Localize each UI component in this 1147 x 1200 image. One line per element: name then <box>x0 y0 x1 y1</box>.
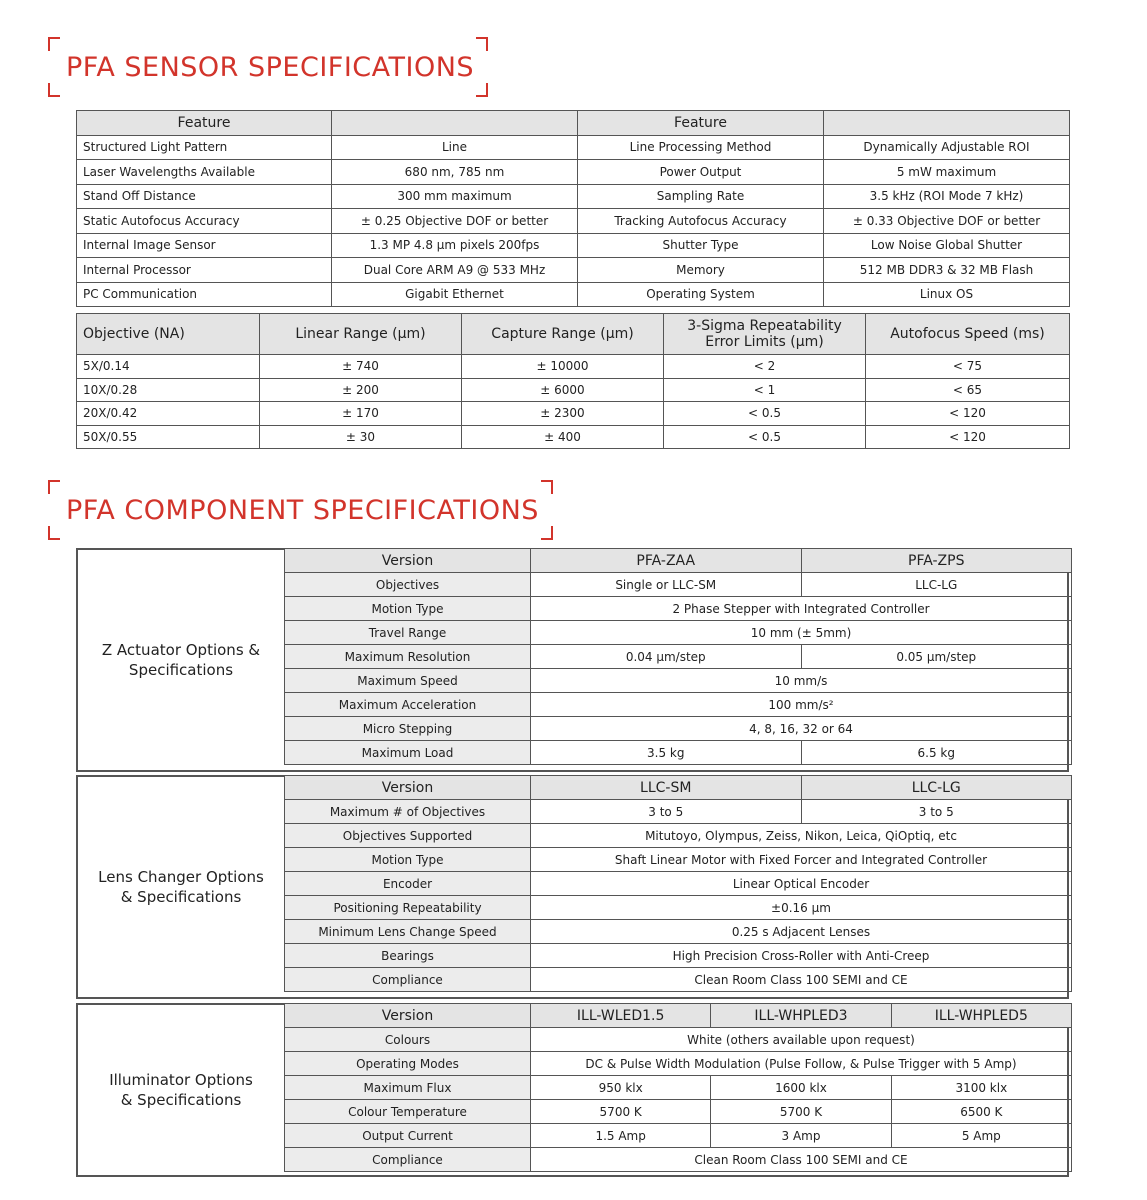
table-row <box>285 872 1072 896</box>
table-row <box>285 1148 1072 1172</box>
spec-name-cell: Compliance <box>285 968 531 992</box>
sensor-cell: Power Output <box>578 160 824 185</box>
table-row <box>77 355 1070 379</box>
sensor-header-cell: Feature <box>578 111 824 136</box>
objective-cell: < 0.5 <box>664 425 866 449</box>
model-header: ILL-WHPLED5 <box>891 1004 1071 1028</box>
table-row <box>77 282 1070 307</box>
objective-cell: ± 740 <box>260 355 462 379</box>
sensor-header-cell <box>332 111 578 136</box>
spec-value-cell: 5 Amp <box>891 1124 1071 1148</box>
version-header: Version <box>285 549 531 573</box>
objective-cell: ± 200 <box>260 378 462 402</box>
objective-cell: ± 6000 <box>462 378 664 402</box>
table-row <box>285 1076 1072 1100</box>
sensor-cell: Stand Off Distance <box>77 184 332 209</box>
sensor-cell: Laser Wavelengths Available <box>77 160 332 185</box>
spec-name-cell: Bearings <box>285 944 531 968</box>
objective-cell: 50X/0.55 <box>77 425 260 449</box>
table-row <box>285 824 1072 848</box>
spec-value-cell: 1600 klx <box>711 1076 891 1100</box>
spec-name-cell: Maximum Resolution <box>285 645 531 669</box>
objective-cell: < 0.5 <box>664 402 866 426</box>
spec-value-cell: 3100 klx <box>891 1076 1071 1100</box>
spec-value-cell: Single or LLC-SM <box>531 573 802 597</box>
table-header-row <box>285 549 1072 573</box>
spec-value-cell: 0.25 s Adjacent Lenses <box>531 920 1072 944</box>
spec-value-cell: Clean Room Class 100 SEMI and CE <box>531 1148 1072 1172</box>
table-row <box>285 693 1072 717</box>
objective-header-cell: Capture Range (µm) <box>462 314 664 355</box>
spec-name-cell: Colour Temperature <box>285 1100 531 1124</box>
table-row <box>285 920 1072 944</box>
objective-header-cell: Linear Range (µm) <box>260 314 462 355</box>
model-header: PFA-ZPS <box>801 549 1072 573</box>
spec-name-cell: Output Current <box>285 1124 531 1148</box>
lens-changer-table <box>284 775 1072 992</box>
spec-value-cell: 4, 8, 16, 32 or 64 <box>531 717 1072 741</box>
sensor-header-cell <box>824 111 1070 136</box>
objective-cell: ± 30 <box>260 425 462 449</box>
table-row <box>285 944 1072 968</box>
objective-cell: ± 170 <box>260 402 462 426</box>
spec-value-cell: ±0.16 µm <box>531 896 1072 920</box>
sensor-cell: PC Communication <box>77 282 332 307</box>
spec-name-cell: Operating Modes <box>285 1052 531 1076</box>
model-header: ILL-WHPLED3 <box>711 1004 891 1028</box>
spec-value-cell: Linear Optical Encoder <box>531 872 1072 896</box>
objective-header-cell: Autofocus Speed (ms) <box>866 314 1070 355</box>
spec-value-cell: Shaft Linear Motor with Fixed Forcer and Integrated Controller <box>531 848 1072 872</box>
table-row <box>77 135 1070 160</box>
objective-cell: 10X/0.28 <box>77 378 260 402</box>
model-header: LLC-LG <box>801 776 1072 800</box>
sensor-cell: Linux OS <box>824 282 1070 307</box>
table-row <box>285 1052 1072 1076</box>
spec-value-cell: 950 klx <box>531 1076 711 1100</box>
spec-name-cell: Positioning Repeatability <box>285 896 531 920</box>
table-row <box>285 800 1072 824</box>
sensor-cell: 300 mm maximum <box>332 184 578 209</box>
table-row <box>285 1028 1072 1052</box>
objective-cell: ± 400 <box>462 425 664 449</box>
objective-cell: 20X/0.42 <box>77 402 260 426</box>
objective-spec-table <box>76 313 1070 449</box>
spec-name-cell: Maximum Flux <box>285 1076 531 1100</box>
sensor-cell: Internal Image Sensor <box>77 233 332 258</box>
spec-value-cell: 10 mm/s <box>531 669 1072 693</box>
sensor-cell: Tracking Autofocus Accuracy <box>578 209 824 234</box>
sensor-cell: 1.3 MP 4.8 µm pixels 200fps <box>332 233 578 258</box>
table-header-row <box>285 776 1072 800</box>
table-row <box>285 645 1072 669</box>
sensor-spec-table <box>76 110 1070 307</box>
table-row <box>285 1124 1072 1148</box>
sensor-cell: 512 MB DDR3 & 32 MB Flash <box>824 258 1070 283</box>
spec-name-cell: Encoder <box>285 872 531 896</box>
objective-cell: < 65 <box>866 378 1070 402</box>
illuminator-label: Illuminator Options & Specifications <box>109 1071 253 1109</box>
table-row <box>285 573 1072 597</box>
sensor-cell: Low Noise Global Shutter <box>824 233 1070 258</box>
spec-value-cell: 2 Phase Stepper with Integrated Controller <box>531 597 1072 621</box>
objective-cell: < 2 <box>664 355 866 379</box>
objective-cell: < 75 <box>866 355 1070 379</box>
spec-value-cell: 10 mm (± 5mm) <box>531 621 1072 645</box>
z-actuator-label: Z Actuator Options & Specifications <box>101 641 261 679</box>
table-row <box>285 968 1072 992</box>
spec-value-cell: Clean Room Class 100 SEMI and CE <box>531 968 1072 992</box>
sensor-cell: ± 0.33 Objective DOF or better <box>824 209 1070 234</box>
table-row <box>77 160 1070 185</box>
spec-value-cell: Mitutoyo, Olympus, Zeiss, Nikon, Leica, QiOptiq, etc <box>531 824 1072 848</box>
objective-cell: < 120 <box>866 425 1070 449</box>
objective-cell: ± 2300 <box>462 402 664 426</box>
table-row <box>285 896 1072 920</box>
spec-name-cell: Compliance <box>285 1148 531 1172</box>
sensor-cell: Sampling Rate <box>578 184 824 209</box>
spec-name-cell: Motion Type <box>285 597 531 621</box>
table-row <box>77 378 1070 402</box>
table-row <box>285 621 1072 645</box>
table-row <box>77 233 1070 258</box>
spec-value-cell: 0.04 µm/step <box>531 645 802 669</box>
table-row <box>285 1100 1072 1124</box>
spec-value-cell: DC & Pulse Width Modulation (Pulse Follow, & Pulse Trigger with 5 Amp) <box>531 1052 1072 1076</box>
objective-header-cell: Objective (NA) <box>77 314 260 355</box>
sensor-cell: ± 0.25 Objective DOF or better <box>332 209 578 234</box>
spec-value-cell: 3 Amp <box>711 1124 891 1148</box>
spec-value-cell: White (others available upon request) <box>531 1028 1072 1052</box>
spec-name-cell: Travel Range <box>285 621 531 645</box>
table-row <box>285 848 1072 872</box>
model-header: PFA-ZAA <box>531 549 802 573</box>
spec-name-cell: Motion Type <box>285 848 531 872</box>
spec-value-cell: 1.5 Amp <box>531 1124 711 1148</box>
table-row <box>77 402 1070 426</box>
z-actuator-section <box>76 548 1069 772</box>
sensor-cell: 5 mW maximum <box>824 160 1070 185</box>
table-row <box>285 741 1072 765</box>
spec-name-cell: Minimum Lens Change Speed <box>285 920 531 944</box>
table-row <box>285 717 1072 741</box>
objective-header-cell: 3-Sigma Repeatability Error Limits (µm) <box>664 314 866 355</box>
table-row <box>285 669 1072 693</box>
spec-name-cell: Maximum Speed <box>285 669 531 693</box>
spec-value-cell: 3 to 5 <box>801 800 1072 824</box>
spec-value-cell: 6500 K <box>891 1100 1071 1124</box>
spec-value-cell: 5700 K <box>711 1100 891 1124</box>
sensor-cell: Structured Light Pattern <box>77 135 332 160</box>
spec-name-cell: Maximum # of Objectives <box>285 800 531 824</box>
spec-name-cell: Colours <box>285 1028 531 1052</box>
spec-name-cell: Maximum Load <box>285 741 531 765</box>
table-header-row <box>285 1004 1072 1028</box>
objective-cell: < 1 <box>664 378 866 402</box>
objective-cell: < 120 <box>866 402 1070 426</box>
sensor-cell: Operating System <box>578 282 824 307</box>
sensor-cell: Shutter Type <box>578 233 824 258</box>
sensor-title: PFA SENSOR SPECIFICATIONS <box>66 51 475 83</box>
sensor-cell: Internal Processor <box>77 258 332 283</box>
spec-value-cell: 0.05 µm/step <box>801 645 1072 669</box>
component-title: PFA COMPONENT SPECIFICATIONS <box>66 494 539 526</box>
spec-name-cell: Objectives Supported <box>285 824 531 848</box>
spec-value-cell: 3.5 kg <box>531 741 802 765</box>
model-header: LLC-SM <box>531 776 802 800</box>
spec-name-cell: Micro Stepping <box>285 717 531 741</box>
sensor-cell: 3.5 kHz (ROI Mode 7 kHz) <box>824 184 1070 209</box>
version-header: Version <box>285 776 531 800</box>
sensor-cell: Static Autofocus Accuracy <box>77 209 332 234</box>
version-header: Version <box>285 1004 531 1028</box>
table-row <box>77 258 1070 283</box>
objective-cell: ± 10000 <box>462 355 664 379</box>
spec-value-cell: High Precision Cross-Roller with Anti-Creep <box>531 944 1072 968</box>
sensor-heading <box>48 37 488 97</box>
table-row <box>77 209 1070 234</box>
table-row <box>77 425 1070 449</box>
table-row <box>77 184 1070 209</box>
sensor-cell: Line <box>332 135 578 160</box>
sensor-cell: Line Processing Method <box>578 135 824 160</box>
spec-value-cell: 100 mm/s² <box>531 693 1072 717</box>
spec-value-cell: 5700 K <box>531 1100 711 1124</box>
sensor-cell: Dynamically Adjustable ROI <box>824 135 1070 160</box>
objective-cell: 5X/0.14 <box>77 355 260 379</box>
sensor-header-cell: Feature <box>77 111 332 136</box>
model-header: ILL-WLED1.5 <box>531 1004 711 1028</box>
component-heading <box>48 480 553 540</box>
spec-value-cell: LLC-LG <box>801 573 1072 597</box>
lens-changer-label: Lens Changer Options & Specifications <box>98 868 264 906</box>
spec-name-cell: Objectives <box>285 573 531 597</box>
spec-name-cell: Maximum Acceleration <box>285 693 531 717</box>
illuminator-section <box>76 1003 1069 1177</box>
lens-changer-section <box>76 775 1069 999</box>
sensor-cell: Gigabit Ethernet <box>332 282 578 307</box>
sensor-cell: Dual Core ARM A9 @ 533 MHz <box>332 258 578 283</box>
illuminator-table <box>284 1003 1072 1172</box>
spec-value-cell: 3 to 5 <box>531 800 802 824</box>
spec-value-cell: 6.5 kg <box>801 741 1072 765</box>
sensor-cell: 680 nm, 785 nm <box>332 160 578 185</box>
sensor-cell: Memory <box>578 258 824 283</box>
z-actuator-table <box>284 548 1072 765</box>
table-row <box>285 597 1072 621</box>
